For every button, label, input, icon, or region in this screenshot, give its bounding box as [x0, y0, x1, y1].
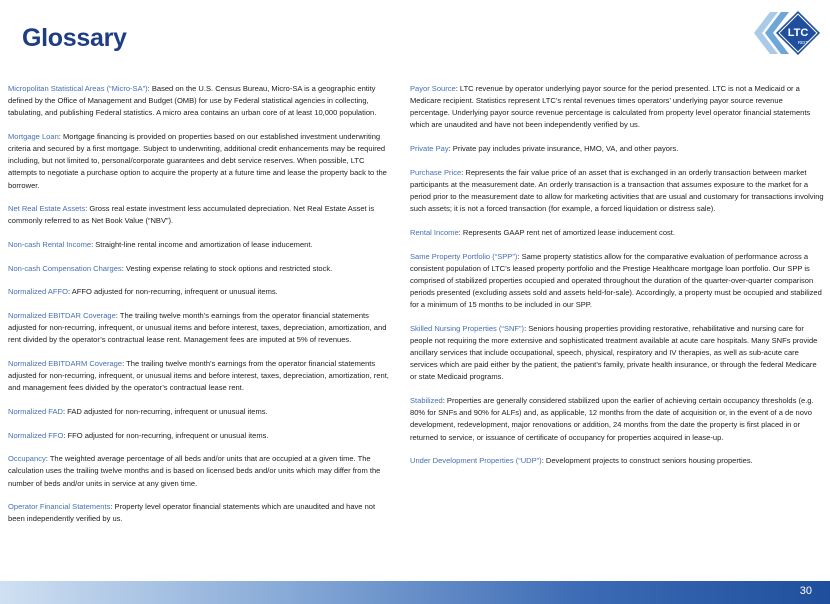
glossary-entry: [410, 395, 824, 444]
glossary-entry: [410, 455, 824, 467]
glossary-definition: : The weighted average percentage of all beds and/or units that are occupied at a given time. The calculation uses the trailing twelve months and is based on licensed beds and/or units which may differ from the number of beds and/or units in service at any given time.: [8, 454, 381, 488]
glossary-definition: : FAD adjusted for non-recurring, infrequent or unusual items.: [62, 406, 268, 416]
logo-subtext: REIT: [797, 40, 809, 45]
glossary-term: Rental Income: [410, 227, 459, 237]
glossary-entry: [410, 251, 824, 312]
glossary-term: Payor Source: [410, 84, 456, 93]
glossary-definition: : Gross real estate investment less accumulated depreciation. Net Real Estate Asset is commonly referred to as Net Book Value (“NBV”).: [8, 204, 375, 226]
footer-bar: [0, 581, 830, 604]
glossary-term: Purchase Price: [410, 167, 462, 177]
glossary-definition: : The trailing twelve month’s earnings from the operator financial statements adjusted for non-recurring, infrequent, or unusual items and before interest, taxes, depreciation, amortization, and rent divided by the operator’s contractual lease rent. Management fees are imputed at 5% of revenues.: [8, 311, 387, 345]
glossary-term: Occupancy: [8, 454, 46, 464]
glossary-term: Same Property Portfolio (“SPP”): [410, 251, 518, 261]
glossary-entry: [8, 239, 393, 251]
glossary-definition: : The trailing twelve month’s earnings from the operator financial statements adjusted for non-recurring, infrequent, or unusual items and before interest, taxes, depreciation, amortization, rent, and management fees divided by the operator’s contractual lease rent.: [8, 359, 389, 393]
glossary-entry: [410, 143, 824, 155]
glossary-definition: : Mortgage financing is provided on properties based on our established investment underwriting criteria and secured by a first mortgage. Subject to underwriting, additional credit enhancements may be required including, but not limited to, personal/corporate guarantees and debt service reserves. When possible, LTC attempts to negotiate a purchase option to acquire the property at a future time and lease the property back to the borrower.: [8, 131, 387, 190]
glossary-term: Skilled Nursing Properties (“SNF”): [410, 323, 525, 333]
glossary-entry: [8, 131, 393, 192]
glossary-entry: [8, 501, 393, 525]
page-number: 30: [799, 585, 812, 597]
glossary-term: Normalized EBITDARM Coverage: [8, 359, 123, 368]
glossary-entry: [410, 323, 824, 384]
glossary-entry: [8, 203, 393, 227]
glossary-definition: : Vesting expense relating to stock options and restricted stock.: [121, 263, 333, 273]
glossary-entry: [8, 453, 393, 489]
glossary-definition: : AFFO adjusted for non-recurring, infrequent or unusual items.: [67, 287, 278, 297]
glossary-definition: : Represents the fair value price of an asset that is exchanged in an orderly transaction between market participants at the measurement date. An orderly transaction is a transaction that assumes exposure to the market for a period prior to the measurement date to allow for marketing activities that are usual and customary for transactions involving such assets; it is not a forced transaction (for example, a forced liquidation or distress sale).: [410, 167, 824, 214]
glossary-definition: : Seniors housing properties providing restorative, rehabilitative and nursing care for people not requiring the more extensive and sophisticated treatment available at acute care hospitals. Many SNFs provide ancillary services that include occupational, speech, physical, respiratory and IV therapies, as well as sub-acute care services which are paid either by the patient, the patient’s family, private health insurance, or through the federal Medicare or state Medicaid programs.: [410, 323, 818, 382]
glossary-entry: [410, 167, 824, 216]
glossary-entry: [8, 286, 393, 298]
glossary-definition: : Private pay includes private insurance, HMO, VA, and other payors.: [448, 144, 679, 154]
glossary-entry: [410, 227, 824, 239]
glossary-definition: : LTC revenue by operator underlying payor source for the period presented. LTC is not a Medicaid or a Medicare recipient. Statistics represent LTC’s rental revenues times operators’ underlying payor source revenue percentage. Underlying payor source revenue percentage is calculated from property level operator financial statements which are unaudited and have not been independently verified by us.: [410, 84, 811, 130]
glossary-term: Under Development Properties (“UDP”): [410, 456, 542, 466]
glossary-entry: [8, 406, 393, 418]
glossary-term: Normalized AFFO: [8, 287, 68, 297]
glossary-definition: : FFO adjusted for non-recurring, infrequent or unusual items.: [63, 430, 269, 440]
ltc-logo-icon: [748, 8, 828, 58]
glossary-right-column: [410, 83, 824, 479]
page-title: Glossary: [22, 24, 127, 52]
glossary-term: Net Real Estate Assets: [8, 204, 86, 214]
glossary-term: Private Pay: [410, 144, 449, 154]
glossary-entry: [8, 263, 393, 275]
glossary-definition: : Development projects to construct seniors housing properties.: [541, 456, 753, 466]
glossary-definition: : Based on the U.S. Census Bureau, Micro-SA is a geographic entity defined by the Office of Management and Budget (OMB) for use by Federal statistical agencies in collecting, tabulating, and publishing Federal statistics. A micro area contains an urban core of at least 10,000 population.: [8, 84, 377, 118]
glossary-definition: : Straight-line rental income and amortization of lease inducement.: [91, 240, 313, 250]
glossary-entry: [8, 430, 393, 442]
glossary-definition: : Represents GAAP rent net of amortized lease inducement cost.: [458, 227, 675, 237]
glossary-definition: : Same property statistics allow for the comparative evaluation of performance across a consistent population of LTC’s leased property portfolio and the Prestige Healthcare mortgage loan portfolio. Our SPP is comprised of stabilized properties occupied and operated throughout the duration of the quarter-over-quarter comparison periods presented (excluding assets sold and assets held-for-sale). Accordingly, a property must be occupied and stabilized for a minimum of 15 months to be included in our SPP.: [410, 251, 822, 310]
glossary-term: Micropolitan Statistical Areas (“Micro-SA”): [8, 84, 148, 93]
glossary-entry: [8, 358, 393, 394]
glossary-term: Mortgage Loan: [8, 131, 59, 141]
glossary-definition: : Properties are generally considered stabilized upon the earlier of achieving certain occupancy thresholds (e.g. 80% for SNFs and 90% for ALFs) and, as applicable, 12 months from the date of acquisition or, in the event of a de novo development, redevelopment, major renovations or addition, 24 months from the date the property is first placed in or returned to service, or issuance of certificate of occupancy for properties acquired in lease-up.: [410, 396, 814, 442]
glossary-term: Normalized EBITDAR Coverage: [8, 311, 116, 321]
glossary-entry: [410, 83, 824, 132]
glossary-definition: : Property level operator financial statements which are unaudited and have not been independently verified by us.: [8, 502, 376, 524]
glossary-entry: [8, 310, 393, 346]
glossary-left-column: [8, 83, 393, 537]
glossary-term: Non-cash Rental Income: [8, 240, 92, 250]
logo-text: LTC: [787, 27, 809, 39]
glossary-term: Operator Financial Statements: [8, 502, 111, 512]
glossary-term: Non-cash Compensation Charges: [8, 263, 122, 273]
glossary-entry: [8, 83, 393, 119]
glossary-term: Normalized FFO: [8, 430, 64, 440]
glossary-term: Stabilized: [410, 396, 443, 406]
ltc-logo: [748, 8, 828, 58]
glossary-term: Normalized FAD: [8, 406, 63, 416]
